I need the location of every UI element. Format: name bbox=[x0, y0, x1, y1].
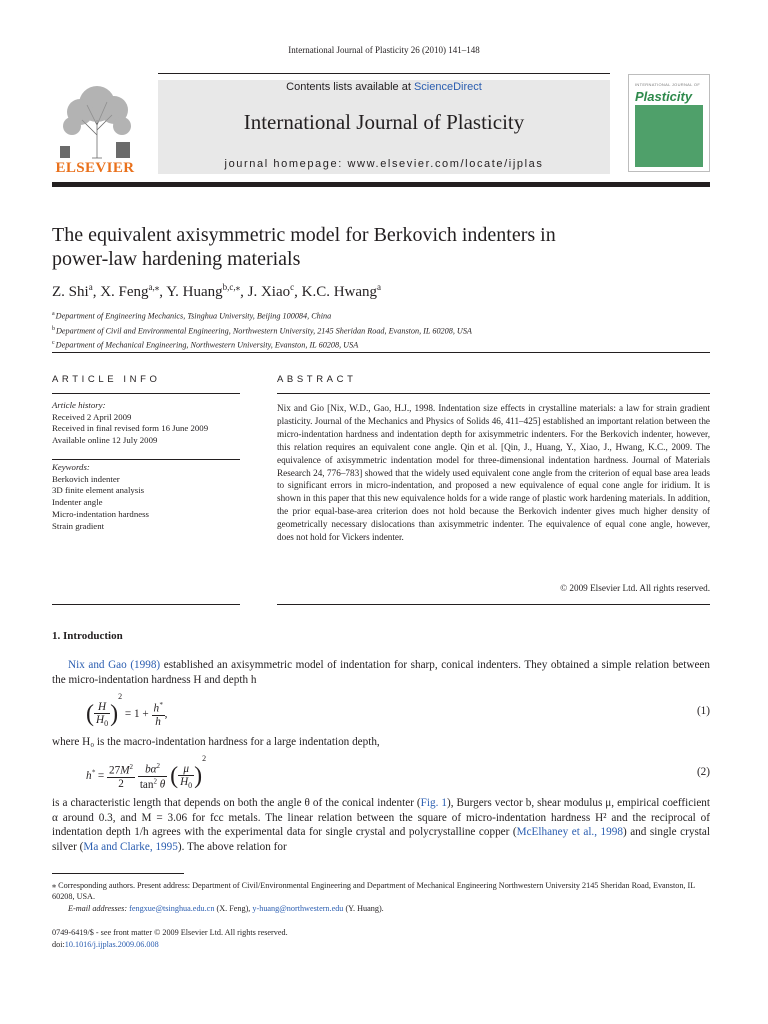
email-owner: (Y. Huang). bbox=[343, 904, 384, 913]
affiliation-mark: c bbox=[52, 340, 55, 347]
journal-homepage[interactable]: journal homepage: www.elsevier.com/locate/ijplas bbox=[224, 158, 544, 170]
abstract-copyright: © 2009 Elsevier Ltd. All rights reserved. bbox=[560, 583, 710, 593]
history-rule bbox=[52, 459, 240, 460]
equation-number: (1) bbox=[696, 705, 710, 717]
keyword[interactable]: 3D finite element analysis bbox=[52, 485, 145, 496]
author-affil-mark: c bbox=[290, 282, 295, 292]
keywords-label: Keywords: bbox=[52, 462, 90, 472]
keywords bbox=[52, 462, 240, 532]
cover-title: Plasticity bbox=[635, 89, 693, 104]
affiliation-text: Department of Civil and Environmental Engineering, Northwestern University, 2145 Sheridan Road, Evanston, IL 60208, USA bbox=[56, 326, 472, 336]
author-affil-mark: a bbox=[377, 282, 382, 292]
affiliation-mark: b bbox=[52, 325, 55, 332]
affiliations-rule bbox=[52, 352, 710, 353]
author-affil-mark: a bbox=[88, 282, 93, 292]
footnote-rule bbox=[52, 873, 184, 874]
paragraph-text: established an axisymmetric model of indentation for sharp, conical indenters. They obtained a simple relation between the micro-indentation hardness H and depth h bbox=[52, 659, 710, 686]
author-name[interactable]: K.C. Hwang bbox=[301, 284, 378, 300]
journal-cover-thumbnail[interactable] bbox=[628, 74, 710, 172]
cover-band bbox=[635, 105, 703, 167]
corresponding-author-note: ⁎ Corresponding authors. Present address: Department of Civil/Environmental Engineering and Department of Mechanical Engineering Northwestern University 2145 Sheridan Road, Evanston, IL 60208, USA. bbox=[52, 881, 695, 902]
email-owner: (X. Feng), bbox=[214, 904, 253, 913]
affiliation-text: Department of Engineering Mechanics, Tsinghua University, Beijing 100084, China bbox=[55, 311, 332, 321]
author-list bbox=[52, 282, 381, 301]
history-item: Received in final revised form 16 June 2009 bbox=[52, 423, 209, 434]
author-separator: , bbox=[240, 284, 248, 300]
affiliation bbox=[52, 323, 672, 338]
paragraph-text: is a characteristic length that depends on both the angle θ of the conical indenter ( bbox=[52, 797, 421, 809]
equation-number: (2) bbox=[696, 766, 710, 778]
affiliations bbox=[52, 308, 672, 352]
keyword[interactable]: Indenter angle bbox=[52, 497, 103, 508]
citation-link[interactable]: Nix and Gao (1998) bbox=[68, 659, 161, 671]
affiliation bbox=[52, 308, 672, 323]
header-top-rule bbox=[158, 73, 610, 74]
author-name[interactable]: Z. Shi bbox=[52, 284, 89, 300]
keyword[interactable]: Micro-indentation hardness bbox=[52, 508, 149, 519]
elsevier-wordmark: ELSEVIER bbox=[55, 160, 135, 176]
author-affil-mark: b,c,⁎ bbox=[222, 282, 241, 292]
header-bottom-rule bbox=[52, 182, 710, 187]
author-name[interactable]: X. Feng bbox=[100, 284, 149, 300]
email-label: E-mail addresses: bbox=[68, 904, 128, 913]
paragraph-text: ) and single crystal silver ( bbox=[52, 826, 710, 853]
abstract-text: Nix and Gio [Nix, W.D., Gao, H.J., 1998. Indentation size effects in crystalline materials: a law for strain gradient plasticity. Journal of the Mechanics and Physics of Solids 46, 411–425] established an important relation between the micro-indentation hardness and indentation depth for axisymmetric indenters. For the Berkovich indenter, however, this relation requires an equivalent cone angle. Qin et al. [Qin, J., Huang, Y., Xiao, J., Hwang, K.C., 2009. The equivalence of axisymmetric indentation model for three-dimensional indentation hardness. Journal of Materials Research 24, 776–783] showed that the widely used equivalent cone angle from the criterion of equal base area leads to significant errors in micro-indentation, and proposed a new equivalence of equal cone angle for iridium. It is shown in this paper that this new equivalence holds for a wide range of plastic work hardening materials. In addition, the prior equal-base-area criterion does not hold because the Berkovich indenter gives much higher density of geometrically necessary dislocations than axisymmetric indenter. The equivalence of equal cone angle, however, does not hold for Vickers indenter. bbox=[277, 403, 710, 543]
article-history bbox=[52, 400, 240, 447]
intro-paragraph-2 bbox=[52, 796, 710, 854]
equation-1: ( $\frac{H}{H_0}$ )$^2$ = 1 + $\frac{h^*}{h}$ , bbox=[86, 692, 168, 729]
journal-title: International Journal of Plasticity bbox=[243, 110, 525, 134]
article-title bbox=[52, 223, 652, 271]
doi-link[interactable]: 10.1016/j.ijplas.2009.06.008 bbox=[64, 940, 159, 949]
author-separator: , bbox=[159, 284, 167, 300]
title-line-2: power-law hardening materials bbox=[52, 248, 301, 270]
title-line-1: The equivalent axisymmetric model for Berkovich indenters in bbox=[52, 224, 556, 246]
journal-reference: International Journal of Plasticity 26 (2010) 141–148 bbox=[288, 45, 480, 55]
citation-link[interactable]: Ma and Clarke, 1995 bbox=[83, 840, 178, 853]
paragraph-text: ), Burgers vector b, shear modulus μ, empirical coefficient α around 0.3, and M = 3.06 for fcc metals. The linear relation between the square of micro-indentation hardness H² and the reciprocal of indentation depth 1/h agrees with the experimental data for single crystal and polycrystalline copper ( bbox=[52, 797, 710, 838]
article-info-rule bbox=[52, 393, 240, 394]
front-matter: 0749-6419/$ - see front matter © 2009 Elsevier Ltd. All rights reserved. bbox=[52, 928, 288, 937]
affiliation-text: Department of Mechanical Engineering, Northwestern University, Evanston, IL 60208, USA bbox=[55, 341, 359, 351]
history-item: Available online 12 July 2009 bbox=[52, 435, 158, 446]
keyword[interactable]: Strain gradient bbox=[52, 520, 105, 531]
email-link[interactable]: fengxue@tsinghua.edu.cn bbox=[129, 904, 215, 913]
email-note bbox=[52, 903, 726, 914]
email-link[interactable]: y-huang@northwestern.edu bbox=[252, 904, 344, 913]
citation-link[interactable]: McElhaney et al., 1998 bbox=[516, 826, 623, 838]
history-item: Received 2 April 2009 bbox=[52, 411, 132, 422]
history-label: Article history: bbox=[52, 400, 106, 410]
article-info-end-rule bbox=[52, 604, 240, 605]
contents-line bbox=[158, 81, 610, 93]
cover-small-text: INTERNATIONAL JOURNAL OF bbox=[635, 82, 701, 87]
doi-label: doi: bbox=[52, 940, 65, 949]
abstract-rule bbox=[277, 393, 710, 394]
figure-link[interactable]: Fig. 1 bbox=[420, 797, 447, 809]
abstract-end-rule bbox=[277, 604, 710, 605]
doi-line bbox=[52, 939, 159, 950]
article-info-heading: ARTICLE INFO bbox=[52, 374, 161, 385]
intro-paragraph-1 bbox=[52, 658, 710, 687]
equation-2: h* = $\frac{27M^2}{2}$ $\frac{b\alpha^2}{\tan^2 \theta}$ ( $\frac{\mu}{H_0}$ )$^2$ bbox=[86, 754, 207, 791]
abstract-heading: ABSTRACT bbox=[277, 374, 357, 385]
affiliation bbox=[52, 337, 672, 352]
equation-connector: where H₀ is the macro-indentation hardness for a large indentation depth, bbox=[52, 736, 380, 748]
journal-banner bbox=[158, 80, 610, 174]
paragraph-text: ). The above relation for bbox=[177, 840, 287, 853]
author-separator: , bbox=[92, 284, 101, 300]
sciencedirect-link[interactable]: ScienceDirect bbox=[413, 81, 482, 93]
keyword[interactable]: Berkovich indenter bbox=[52, 473, 120, 484]
author-name[interactable]: Y. Huang bbox=[166, 284, 223, 300]
author-affil-mark: a,⁎ bbox=[148, 282, 160, 292]
section-heading: 1. Introduction bbox=[52, 630, 123, 642]
author-name[interactable]: J. Xiao bbox=[247, 284, 291, 300]
contents-prefix: Contents lists available at bbox=[286, 81, 414, 93]
affiliation-mark: a bbox=[52, 311, 55, 317]
author-separator: , bbox=[294, 284, 302, 300]
